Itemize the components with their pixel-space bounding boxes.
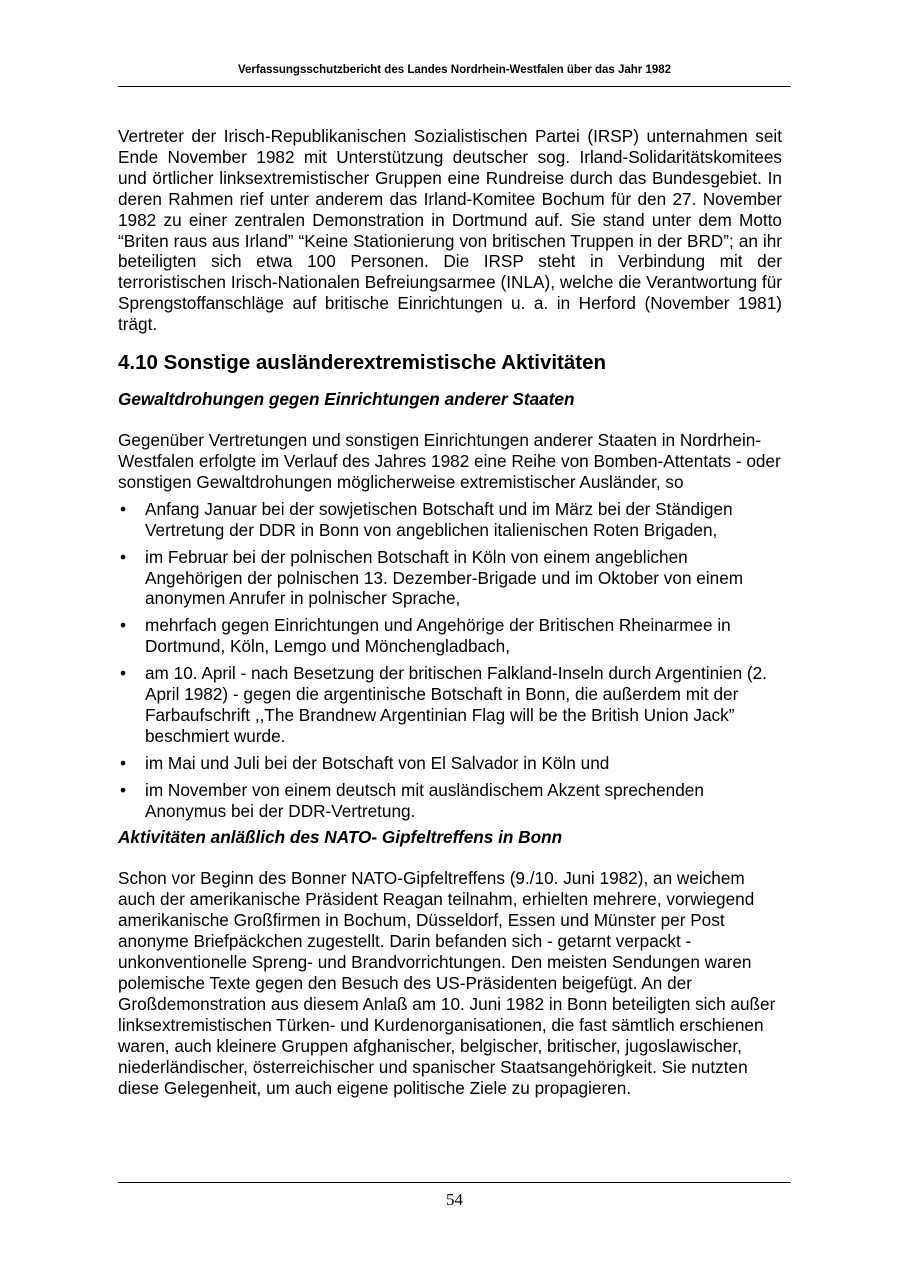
list-item	[118, 780, 782, 822]
list-item	[118, 547, 782, 610]
page-number: 54	[446, 1190, 463, 1209]
list-item-text: Anfang Januar bei der sowjetischen Botschaft und im März bei der Ständigen Vertretung der DDR in Bonn von angeblichen italienischen Roten Brigaden,	[145, 498, 733, 540]
list-item-text: im Mai und Juli bei der Botschaft von El Salvador in Köln und	[145, 752, 610, 773]
list-item-text: mehrfach gegen Einrichtungen und Angehörige der Britischen Rheinarmee in Dortmund, Köln, Lemgo und Mönchengladbach,	[145, 615, 731, 657]
running-header: Verfassungsschutzbericht des Landes Nordrhein-Westfalen über das Jahr 1982	[237, 64, 672, 76]
threats-intro-paragraph: Gegenüber Vertretungen und sonstigen Einrichtungen anderer Staaten in Nordrhein-Westfalen erfolgte im Verlauf des Jahres 1982 eine Reihe von Bomben-Attentats - oder sonstigen Gewaltdrohungen möglicherweise extremistischer Ausländer, so	[118, 430, 781, 492]
list-item	[118, 499, 782, 541]
header-divider	[118, 86, 791, 87]
bullet-icon: •	[120, 615, 127, 636]
threats-bullet-list	[118, 499, 782, 822]
footer-divider	[118, 1182, 791, 1183]
bullet-icon: •	[120, 546, 127, 567]
bullet-icon: •	[120, 498, 127, 519]
section-heading: 4.10 Sonstige ausländerextremistische Aktivitäten	[118, 351, 607, 375]
bullet-icon: •	[120, 779, 127, 800]
list-item	[118, 663, 782, 747]
bullet-icon: •	[120, 663, 127, 684]
bullet-icon: •	[120, 752, 127, 773]
list-item-text: am 10. April - nach Besetzung der britischen Falkland-Inseln durch Argentinien (2. April 1982) - gegen die argentinische Botschaft in Bonn, die außerdem mit der Farbaufschrift ,,The Brandnew Argentinian Flag will be the British Union Jack” beschmiert wurde.	[145, 663, 767, 746]
list-item-text: im Februar bei der polnischen Botschaft in Köln von einem angeblichen Angehörigen der polnischen 13. Dezember-Brigade und im Oktober von einem anonymen Anrufer in polnischer Sprache,	[145, 546, 744, 609]
page-body	[118, 126, 782, 1098]
subheading-threats: Gewaltdrohungen gegen Einrichtungen anderer Staaten	[118, 389, 575, 410]
intro-paragraph: Vertreter der Irisch-Republikanischen Sozialistischen Partei (IRSP) unternahmen seit Ende November 1982 mit Unterstützung deutscher sog. Irland-Solidaritätskomitees und örtlicher linksextremistischer Gruppen eine Rundreise durch das Bundesgebiet. In deren Rahmen rief unter anderem das Irland-Komitee Bochum für den 27. November 1982 zu einer zentralen Demonstration in Dortmund auf. Sie stand unter dem Motto “Briten raus aus Irland” “Keine Stationierung von britischen Truppen in der BRD”; an ihr beteiligten sich etwa 100 Personen. Die IRSP steht in Verbindung mit der terroristischen Irisch-Nationalen Befreiungsarmee (INLA), welche die Verantwortung für Sprengstoffanschläge auf britische Einrichtungen u. a. in Herford (November 1981) trägt.	[118, 126, 782, 335]
nato-paragraph: Schon vor Beginn des Bonner NATO-Gipfeltreffens (9./10. Juni 1982), an weichem auch der amerikanische Präsident Reagan teilnahm, erhielten mehrere, vorwiegend amerikanische Großfirmen in Bochum, Düsseldorf, Essen und Münster per Post anonyme Briefpäckchen zugestellt. Darin befanden sich - getarnt verpackt - unkonventionelle Spreng- und Brandvorrichtungen. Den meisten Sendungen waren polemische Texte gegen den Besuch des US-Präsidenten beigefügt. An der Großdemonstration aus diesem Anlaß am 10. Juni 1982 in Bonn beteiligten sich außer linksextremistischen Türken- und Kurdenorganisationen, die fast sämtlich erschienen waren, auch kleinere Gruppen afghanischer, belgischer, britischer, jugoslawischer, niederländischer, österreichischer und spanischer Staatsangehörigkeit. Sie nutzten diese Gelegenheit, um auch eigene politische Ziele zu propagieren.	[118, 868, 776, 1098]
list-item	[118, 753, 782, 774]
subheading-nato-summit: Aktivitäten anläßlich des NATO- Gipfeltreffens in Bonn	[118, 827, 563, 848]
list-item-text: im November von einem deutsch mit ausländischem Akzent sprechenden Anonymus bei der DDR-Vertretung.	[145, 779, 704, 821]
list-item	[118, 615, 782, 657]
